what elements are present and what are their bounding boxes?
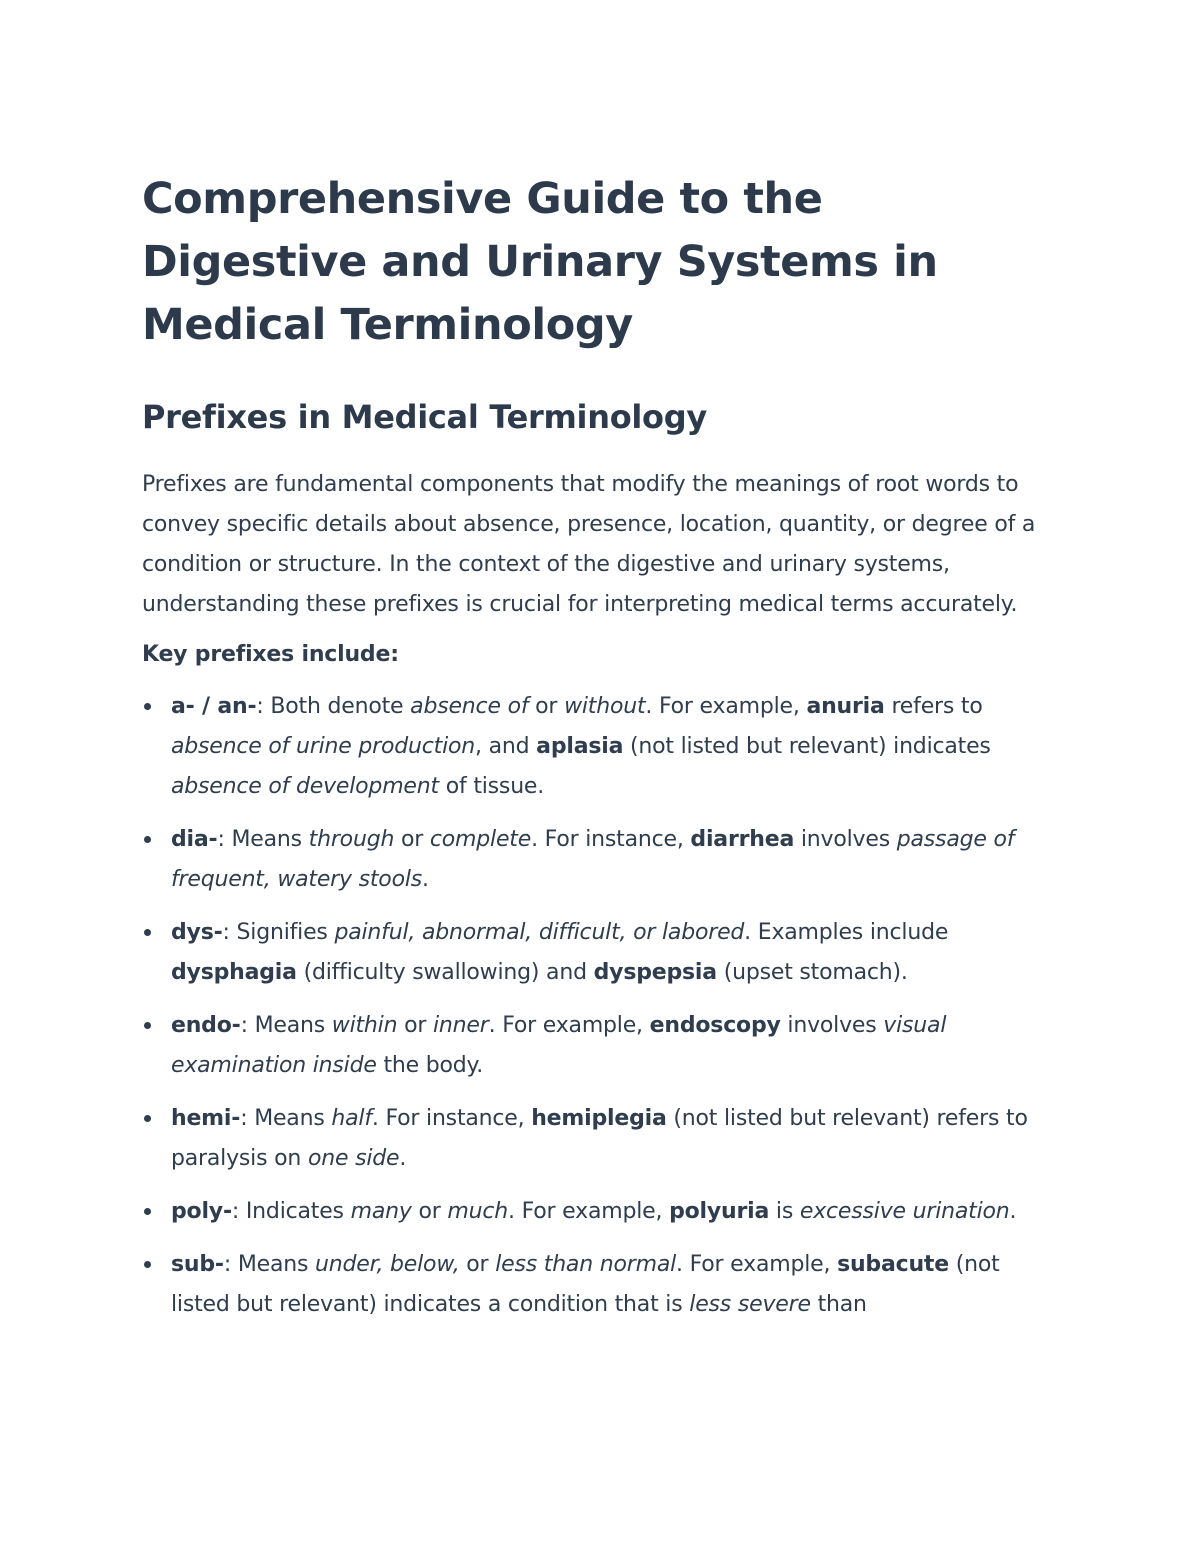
emphasis-text: passage of frequent, watery stools (171, 827, 1015, 892)
prefix-term: a- / an- (171, 694, 257, 719)
description-text: refers to (884, 694, 983, 719)
emphasis-text: inner (433, 1013, 489, 1038)
emphasis-text: absence of urine production (171, 734, 475, 759)
emphasis-text: absence of (410, 694, 529, 719)
emphasis-text: through (308, 827, 395, 852)
list-item (142, 1099, 1052, 1179)
description-text: (not listed but relevant) indicates (623, 734, 991, 759)
example-term: aplasia (536, 734, 624, 759)
emphasis-text: without (564, 694, 646, 719)
example-term: diarrhea (690, 827, 795, 852)
prefix-term: hemi- (171, 1106, 241, 1131)
description-text: . For example, (645, 694, 807, 719)
emphasis-text: many (350, 1199, 412, 1224)
emphasis-text: less severe (689, 1292, 811, 1317)
description-text: or (397, 1013, 434, 1038)
list-item (142, 913, 1052, 993)
description-text: : Signifies (222, 920, 335, 945)
prefix-term: poly- (171, 1199, 232, 1224)
list-item (142, 1192, 1052, 1232)
emphasis-text: less than normal (495, 1252, 677, 1277)
bullet-icon (144, 929, 151, 936)
example-term: subacute (837, 1252, 949, 1277)
description-text: . For instance, (531, 827, 691, 852)
prefix-term: dia- (171, 827, 218, 852)
prefix-list (142, 687, 1052, 1325)
description-text: . (1009, 1199, 1017, 1224)
list-item (142, 687, 1052, 807)
example-term: hemiplegia (531, 1106, 667, 1131)
description-text: . For example, (676, 1252, 838, 1277)
emphasis-text: half (331, 1106, 372, 1131)
bullet-icon (144, 1115, 151, 1122)
description-text: of tissue. (438, 774, 545, 799)
description-text: . For example, (508, 1199, 670, 1224)
description-text: . (399, 1146, 407, 1171)
list-lead: Key prefixes include: (142, 642, 399, 667)
document-page (142, 168, 1052, 1338)
description-text: , and (475, 734, 537, 759)
description-text: (upset stomach). (716, 960, 908, 985)
description-text: : Means (240, 1013, 332, 1038)
prefix-term: sub- (171, 1252, 224, 1277)
bullet-icon (144, 836, 151, 843)
description-text: or (394, 827, 430, 852)
emphasis-text: excessive urination (799, 1199, 1010, 1224)
bullet-icon (144, 1261, 151, 1268)
description-text: . For example, (488, 1013, 650, 1038)
description-text: (not listed but relevant) indicates a condition that is (171, 1252, 1000, 1317)
intro-paragraph: Prefixes are fundamental components that modify the meanings of root words to convey specific details about absence, presence, location, quantity, or degree of a condition or structure. In the context of the digestive and urinary systems, understanding these prefixes is crucial for interpreting medical terms accurately. (142, 472, 1036, 617)
example-term: dysphagia (171, 960, 297, 985)
emphasis-text: much (447, 1199, 509, 1224)
bullet-icon (144, 1208, 151, 1215)
description-text: (not listed but relevant) refers to paralysis on (171, 1106, 1028, 1171)
bullet-icon (144, 703, 151, 710)
emphasis-text: visual examination inside (171, 1013, 947, 1078)
emphasis-text: under, below, (315, 1252, 460, 1277)
bullet-icon (144, 1022, 151, 1029)
description-text: : Both denote (256, 694, 411, 719)
example-term: polyuria (669, 1199, 770, 1224)
section-heading: Prefixes in Medical Terminology (142, 398, 707, 436)
prefix-term: endo- (171, 1013, 241, 1038)
emphasis-text: within (331, 1013, 398, 1038)
description-text: (difficulty swallowing) and (296, 960, 594, 985)
description-text: or (459, 1252, 496, 1277)
description-text: : Means (223, 1252, 316, 1277)
document-title: Comprehensive Guide to the Digestive and Urinary Systems in Medical Terminology (142, 174, 938, 350)
description-text: involves (794, 827, 897, 852)
description-text: the body. (376, 1053, 484, 1078)
example-term: endoscopy (649, 1013, 781, 1038)
description-text: . For instance, (371, 1106, 532, 1131)
emphasis-text: painful, abnormal, difficult, or labored (334, 920, 745, 945)
description-text: : Means (240, 1106, 332, 1131)
list-item (142, 820, 1052, 900)
prefix-term: dys- (171, 920, 223, 945)
description-text: than (810, 1292, 867, 1317)
emphasis-text: complete (429, 827, 532, 852)
description-text: . (422, 867, 429, 892)
description-text: is (769, 1199, 800, 1224)
description-text: or (528, 694, 565, 719)
description-text: : Means (217, 827, 309, 852)
list-item (142, 1006, 1052, 1086)
emphasis-text: absence of development (171, 774, 439, 799)
description-text: : Indicates (231, 1199, 351, 1224)
example-term: dyspepsia (593, 960, 717, 985)
description-text: or (411, 1199, 448, 1224)
example-term: anuria (806, 694, 885, 719)
list-item (142, 1245, 1052, 1325)
description-text: involves (780, 1013, 884, 1038)
emphasis-text: one side (307, 1146, 400, 1171)
description-text: . Examples include (744, 920, 949, 945)
